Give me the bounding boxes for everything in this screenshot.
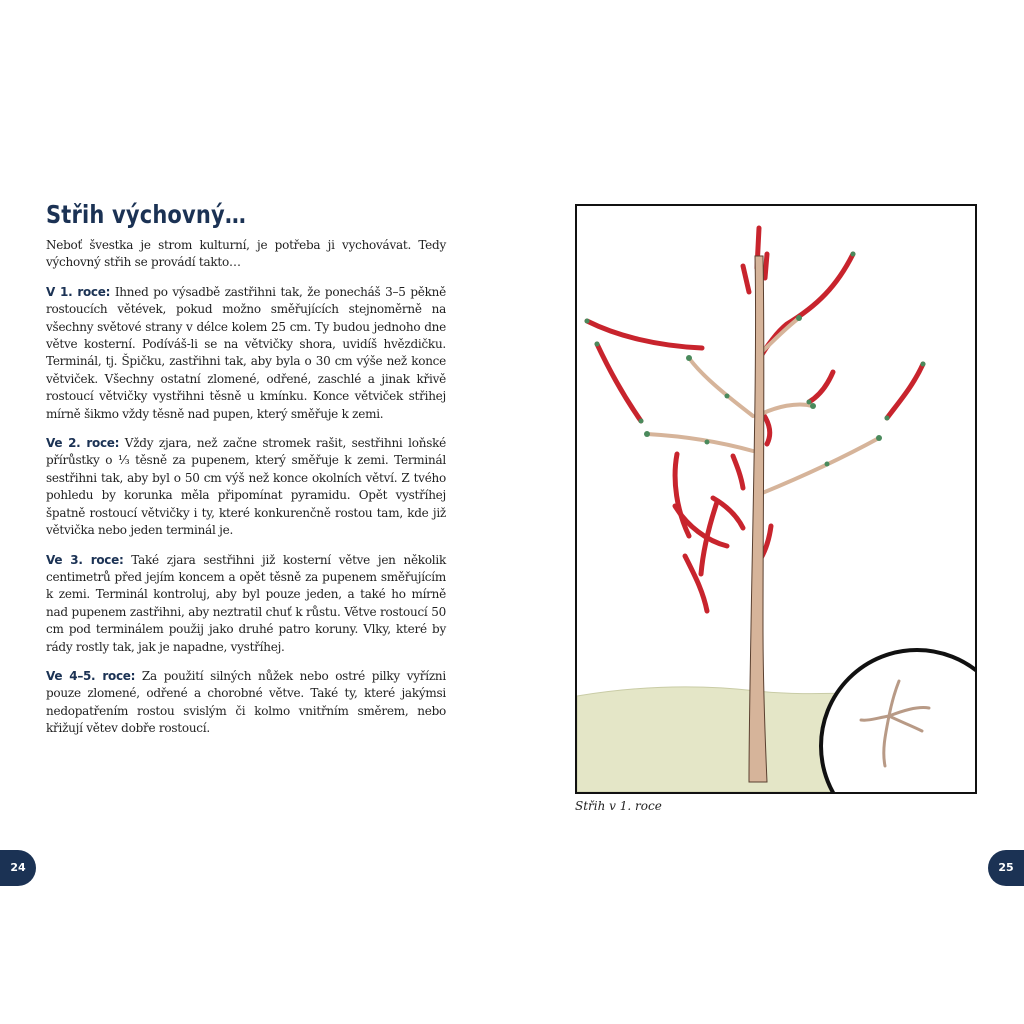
page-number-left: 24 xyxy=(0,850,36,886)
section-year-2 xyxy=(46,435,446,539)
section-text: Také zjara sestřihni již kosterní větve jen několik centimetrů před jejím koncem a opět těsně za pupenem směřujícím k zemi. Terminál kontroluj, aby byl pouze jeden, a také ho mírně nad pupenem zastřihni, aby neztratil chuť k růstu. Větve rostoucí 50 cm pod terminálem použij jako druhé patro koruny. Vlky, které by rády rostly tak, jak je napadne, vystříhej. xyxy=(46,552,446,654)
intro-paragraph: Neboť švestka je strom kulturní, je potřeba ji vychovávat. Tedy výchovný střih se provádí takto… xyxy=(46,238,446,270)
section-text: Za použití silných nůžek nebo ostré pilky vyřízni pouze zlomené, odřené a chorobné větve. Také ty, které jakýmsi nedopatřením rostou svislým či kolmo vnitřním směrem, nebo křižují větev dobře rostoucí. xyxy=(46,668,446,736)
left-page-text xyxy=(46,200,446,750)
page-title: Střih výchovný… xyxy=(46,200,247,229)
section-label: Ve 2. roce: xyxy=(46,436,120,451)
figure-caption: Střih v 1. roce xyxy=(575,799,662,813)
section-text: Ihned po výsadbě zastřihni tak, že ponecháš 3–5 pěkně rostoucích větévek, pokud možno směřujících stejnoměrně na všechny světové strany v délce kolem 25 cm. Ty budou jednoho dne větve kosterní. Podíváš-li se na větvičky shora, uvidíš hvězdičku. Terminál, tj. Špičku, zastřihni tak, aby byla o 30 cm výše než konce větviček. Všechny ostatní zlomené, odřené, zaschlé a jinak křivě rostoucí větvičky vystřihni těsně u kmínku. Konce větviček střihej mírně šikmo vždy těsně nad pupen, který směřuje k zemi. xyxy=(46,284,447,421)
section-year-3 xyxy=(46,552,446,656)
section-text: Vždy zjara, než začne stromek rašit, sestřihni loňské přírůstky o ⅓ těsně za pupenem, který směřuje k zemi. Terminál sestřihni tak, aby byl o 50 cm výš než konce okolních větví. Z tvého pohledu by korunka měla připomínat pyramidu. Opět vystříhej špatně rostoucí větvičky i ty, které konkurenčně rostou tam, kde již větvička nebo jeden terminál je. xyxy=(46,436,446,538)
section-year-1 xyxy=(46,284,446,423)
section-label: V 1. roce: xyxy=(46,284,111,299)
section-year-4-5 xyxy=(46,668,446,738)
pruning-illustration xyxy=(575,204,977,794)
section-label: Ve 4–5. roce: xyxy=(46,668,136,683)
top-view-inset xyxy=(821,650,975,792)
tree-trunk xyxy=(749,256,767,782)
page-number-right: 25 xyxy=(988,850,1024,886)
section-label: Ve 3. roce: xyxy=(46,552,124,567)
tree-drawing xyxy=(577,206,975,792)
